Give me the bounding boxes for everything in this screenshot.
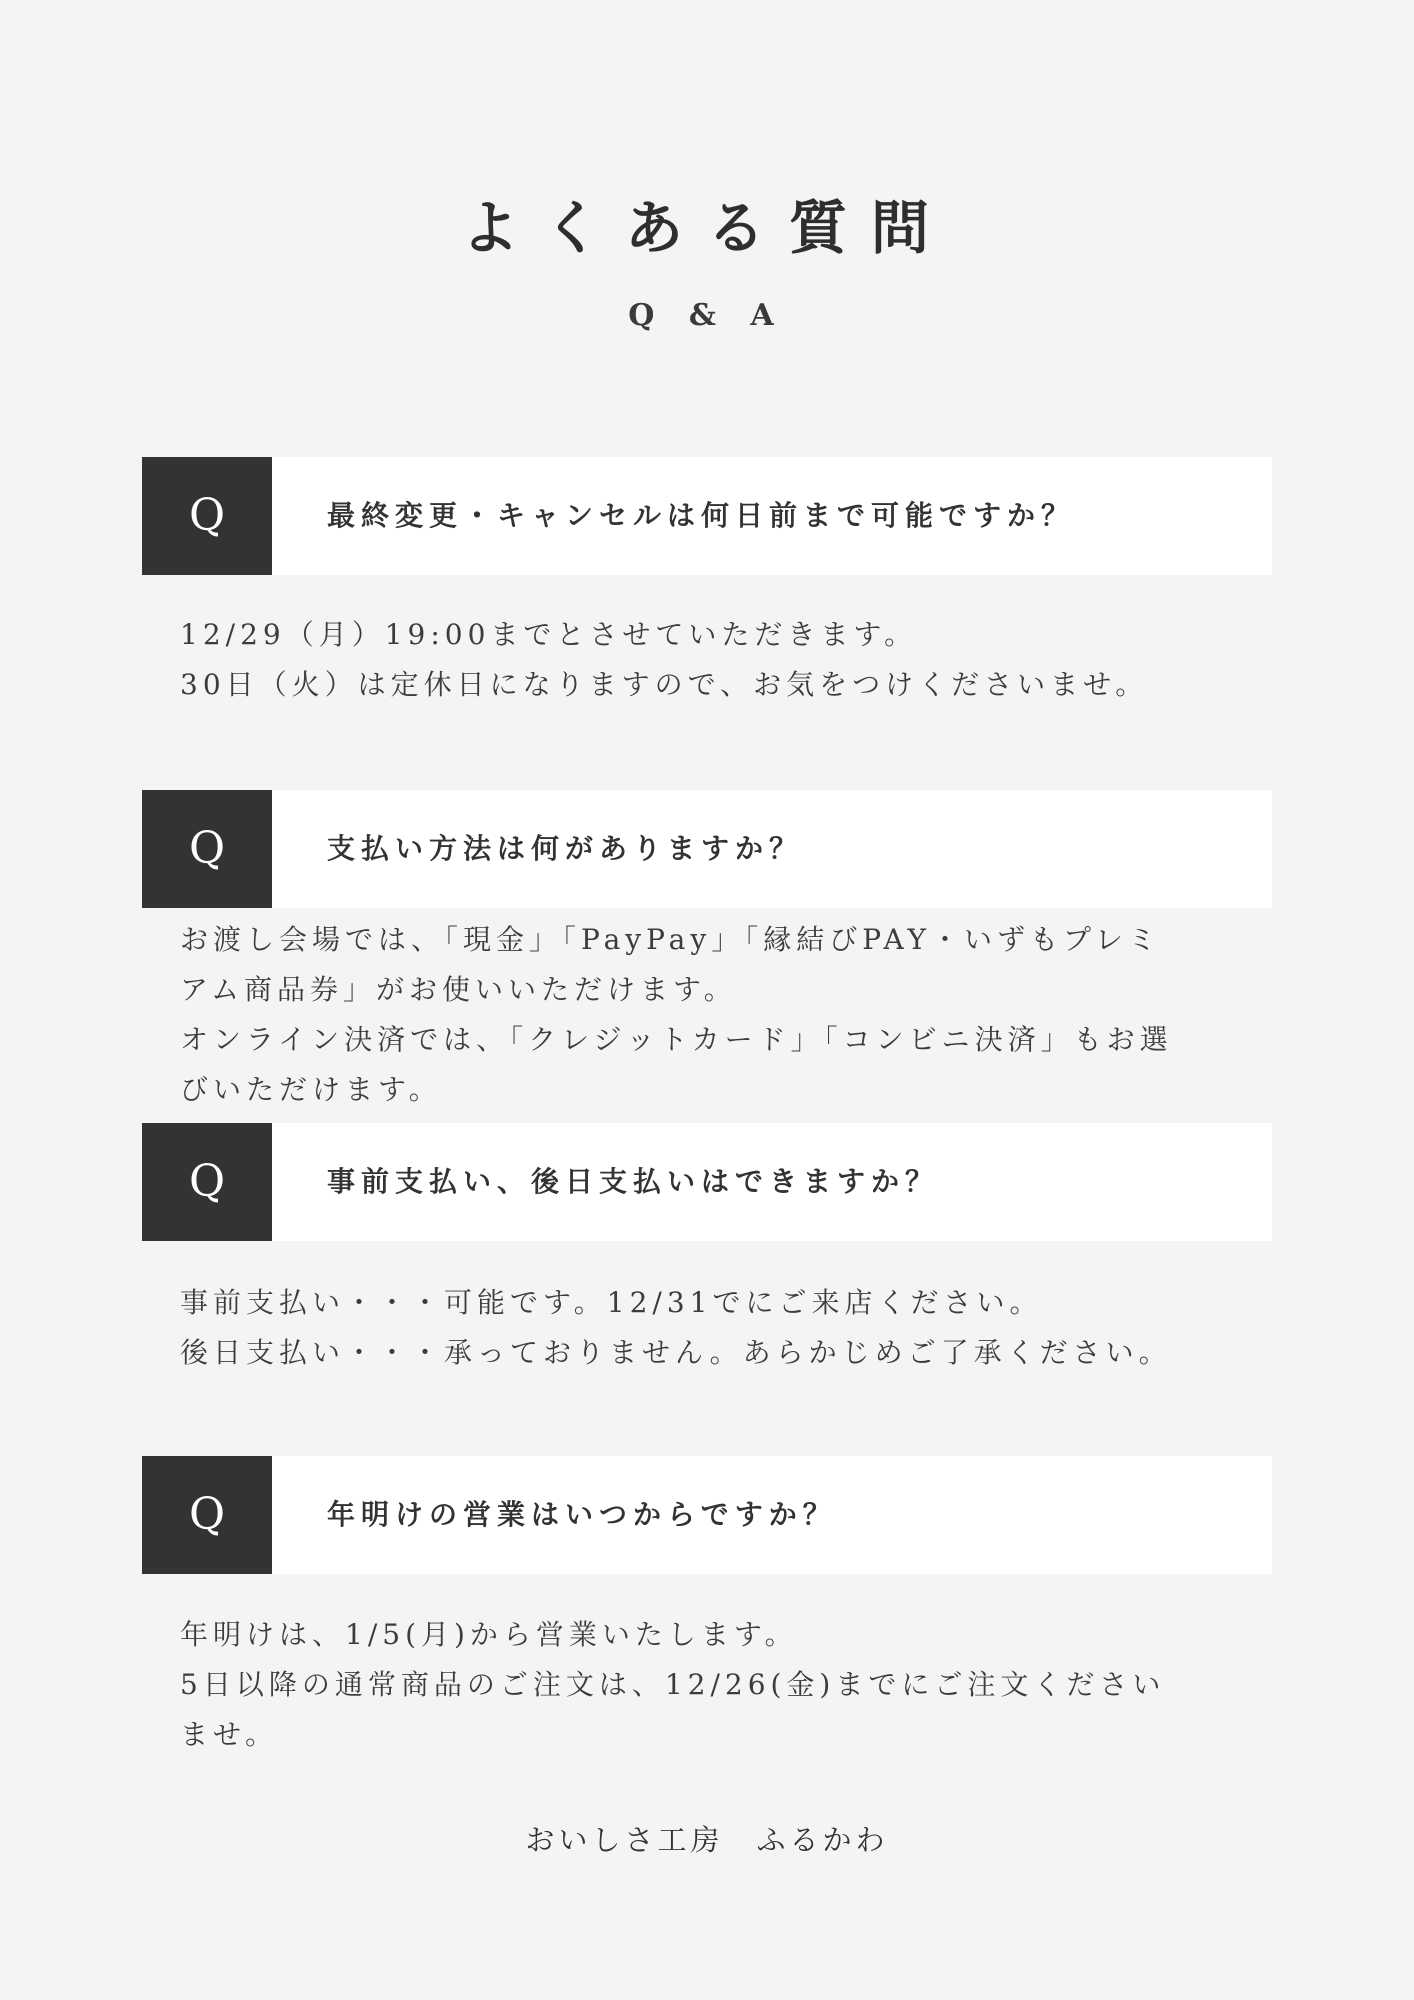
faq-question: 支払い方法は何がありますか？ bbox=[327, 832, 804, 865]
answer-line: 12/29（月）19:00までとさせていただきます。 bbox=[180, 618, 918, 651]
q-marker: Q bbox=[142, 457, 272, 575]
faq-question-bar bbox=[142, 1456, 1272, 1574]
page-subtitle: Q & A bbox=[628, 298, 786, 333]
q-marker: Q bbox=[142, 790, 272, 908]
faq-question: 事前支払い、後日支払いはできますか？ bbox=[327, 1165, 940, 1198]
page-title: よくある質問 bbox=[460, 194, 953, 262]
answer-line: お渡し会場では、「現金」「PayPay」「縁結びPAY・いずもプレミ bbox=[180, 923, 1161, 956]
q-marker: Q bbox=[142, 1123, 272, 1241]
answer-line: 5日以降の通常商品のご注文は、12/26(金)までにご注文ください bbox=[180, 1668, 1166, 1701]
q-marker: Q bbox=[142, 1456, 272, 1574]
faq-question-bar bbox=[142, 1123, 1272, 1241]
faq-question: 最終変更・キャンセルは何日前まで可能ですか？ bbox=[327, 499, 1076, 532]
faq-answer bbox=[180, 915, 1260, 1115]
faq-answer bbox=[180, 1610, 1260, 1760]
faq-answer bbox=[180, 610, 1260, 710]
answer-line: 事前支払い・・・可能です。12/31でにご来店ください。 bbox=[180, 1286, 1043, 1319]
answer-line: びいただけます。 bbox=[180, 1073, 442, 1106]
answer-line: アム商品券」がお使いいただけます。 bbox=[180, 973, 737, 1006]
faq-question-bar bbox=[142, 457, 1272, 575]
faq-answer bbox=[180, 1278, 1260, 1378]
answer-line: 年明けは、1/5(月)から営業いたします。 bbox=[180, 1618, 798, 1651]
answer-line: 30日（火）は定休日になりますので、お気をつけくださいませ。 bbox=[180, 668, 1149, 701]
answer-line: オンライン決済では、「クレジットカード」「コンビニ決済」もお選 bbox=[180, 1023, 1173, 1056]
faq-question: 年明けの営業はいつからですか？ bbox=[327, 1498, 837, 1531]
shop-name: おいしさ工房 ふるかわ bbox=[525, 1823, 889, 1857]
faq-question-bar bbox=[142, 790, 1272, 908]
answer-line: ませ。 bbox=[180, 1718, 279, 1751]
answer-line: 後日支払い・・・承っておりません。あらかじめご了承ください。 bbox=[180, 1336, 1172, 1369]
